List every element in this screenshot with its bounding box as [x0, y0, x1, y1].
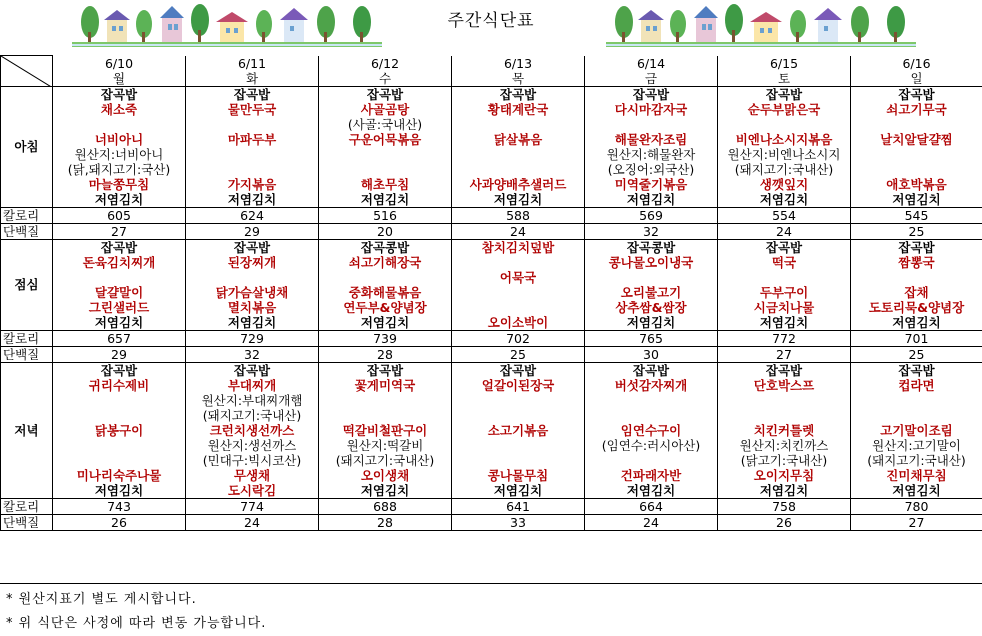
breakfast-menu-item: 사골곰탕 [319, 102, 452, 117]
breakfast-protein-value: 29 [186, 223, 319, 239]
breakfast-menu-item: 사과양배추샐러드 [452, 177, 585, 192]
calories-label: 칼로리 [1, 498, 53, 514]
lunch-menu-item: 닭가슴살냉채 [186, 285, 319, 300]
breakfast-menu-item: 잡곡밥 [452, 86, 585, 102]
breakfast-menu-item [452, 147, 585, 162]
dinner-menu-item: 치킨커틀렛 [718, 423, 851, 438]
lunch-menu-item: 떡국 [718, 255, 851, 270]
dinner-menu-item [718, 393, 851, 408]
breakfast-protein-value: 27 [53, 223, 186, 239]
lunch-menu-item [452, 285, 585, 300]
dinner-menu-item [585, 393, 718, 408]
dinner-menu-item: 원산지:생선까스 [186, 438, 319, 453]
lunch-menu-item: 저염김치 [851, 315, 982, 331]
breakfast-menu-item [851, 117, 982, 132]
breakfast-menu-item: 저염김치 [585, 192, 718, 208]
breakfast-menu-item: 미역줄기볶음 [585, 177, 718, 192]
lunch-menu-item: 잡곡밥 [718, 239, 851, 255]
dinner-menu-item: (돼지고기:국내산) [186, 408, 319, 423]
breakfast-label: 아침 [1, 86, 53, 207]
breakfast-menu-item [319, 147, 452, 162]
breakfast-menu-item: (사골:국내산) [319, 117, 452, 132]
dinner-menu-item: (돼지고기:국내산) [851, 453, 982, 468]
breakfast-protein-value: 25 [851, 223, 982, 239]
lunch-menu-item: 잡곡콩밥 [319, 239, 452, 255]
dinner-menu-item [452, 408, 585, 423]
lunch-menu-item: 저염김치 [53, 315, 186, 331]
breakfast-menu-item [718, 117, 851, 132]
breakfast-menu-item: 마늘쫑무침 [53, 177, 186, 192]
dinner-menu-item: 콩나물무침 [452, 468, 585, 483]
lunch-menu-item [452, 255, 585, 270]
dinner-calories-value: 688 [319, 498, 452, 514]
footer-notes [0, 583, 982, 636]
breakfast-calories-value: 624 [186, 207, 319, 223]
day-name: 월 [53, 71, 186, 87]
dinner-menu-item: (돼지고기:국내산) [319, 453, 452, 468]
lunch-protein-value: 30 [585, 346, 718, 362]
breakfast-menu-item: 물만두국 [186, 102, 319, 117]
dinner-menu-item: 잡곡밥 [851, 362, 982, 378]
day-date: 6/15 [718, 56, 851, 71]
lunch-menu-item: 두부구이 [718, 285, 851, 300]
breakfast-menu-item [319, 162, 452, 177]
lunch-menu-item [718, 270, 851, 285]
day-name: 일 [851, 71, 982, 87]
protein-label: 단백질 [1, 223, 53, 239]
lunch-menu-item: 잡곡콩밥 [585, 239, 718, 255]
lunch-calories-value: 739 [319, 330, 452, 346]
lunch-menu-item: 쇠고기해장국 [319, 255, 452, 270]
breakfast-menu-item: 황태계란국 [452, 102, 585, 117]
dinner-protein-value: 26 [53, 514, 186, 530]
dinner-menu-item: 무생채 [186, 468, 319, 483]
dinner-protein-value: 28 [319, 514, 452, 530]
breakfast-menu-item [452, 117, 585, 132]
lunch-menu-item: 잡곡밥 [53, 239, 186, 255]
breakfast-menu-item: 잡곡밥 [851, 86, 982, 102]
lunch-menu-item: 상추쌈&쌈장 [585, 300, 718, 315]
dinner-protein-value: 27 [851, 514, 982, 530]
dinner-menu-item [53, 453, 186, 468]
dinner-menu-item: 잡곡밥 [585, 362, 718, 378]
lunch-protein-value: 25 [452, 346, 585, 362]
breakfast-menu-item [851, 147, 982, 162]
breakfast-menu-item [585, 117, 718, 132]
dinner-menu-item: 저염김치 [452, 483, 585, 499]
dinner-menu-item [452, 393, 585, 408]
dinner-menu-item: 저염김치 [851, 483, 982, 499]
dinner-menu-item [452, 453, 585, 468]
breakfast-menu-item: 원산지:너비아니 [53, 147, 186, 162]
lunch-calories-value: 765 [585, 330, 718, 346]
lunch-menu-item: 저염김치 [585, 315, 718, 331]
breakfast-menu-item: 잡곡밥 [319, 86, 452, 102]
dinner-menu-item [585, 408, 718, 423]
day-name: 금 [585, 71, 718, 87]
breakfast-calories-value: 588 [452, 207, 585, 223]
breakfast-menu-item: 순두부맑은국 [718, 102, 851, 117]
breakfast-menu-item: 애호박볶음 [851, 177, 982, 192]
breakfast-menu-item: 잡곡밥 [718, 86, 851, 102]
breakfast-calories-value: 545 [851, 207, 982, 223]
lunch-protein-value: 27 [718, 346, 851, 362]
dinner-menu-item: 원산지:부대찌개햄 [186, 393, 319, 408]
breakfast-menu-item [186, 162, 319, 177]
dinner-protein-value: 24 [186, 514, 319, 530]
breakfast-menu-item: 저염김치 [319, 192, 452, 208]
village-illustration-right [606, 2, 916, 48]
breakfast-menu-item: 가지볶음 [186, 177, 319, 192]
dinner-menu-item [851, 393, 982, 408]
calories-label: 칼로리 [1, 330, 53, 346]
breakfast-calories-value: 605 [53, 207, 186, 223]
breakfast-protein-value: 20 [319, 223, 452, 239]
lunch-menu-item: 참치김치덮밥 [452, 239, 585, 255]
day-date: 6/16 [851, 56, 982, 71]
dinner-menu-item [319, 408, 452, 423]
day-name: 토 [718, 71, 851, 87]
lunch-menu-item: 중화해물볶음 [319, 285, 452, 300]
dinner-menu-item [585, 453, 718, 468]
lunch-menu-item [186, 270, 319, 285]
lunch-menu-item: 시금치나물 [718, 300, 851, 315]
lunch-menu-item [851, 270, 982, 285]
dinner-menu-item: 저염김치 [53, 483, 186, 499]
breakfast-menu-item: 저염김치 [186, 192, 319, 208]
dinner-menu-item: 원산지:치킨까스 [718, 438, 851, 453]
breakfast-calories-value: 569 [585, 207, 718, 223]
dinner-menu-item: 잡곡밥 [319, 362, 452, 378]
dinner-menu-item: 임연수구이 [585, 423, 718, 438]
dinner-menu-item: 소고기볶음 [452, 423, 585, 438]
lunch-calories-value: 701 [851, 330, 982, 346]
lunch-label: 점심 [1, 239, 53, 330]
breakfast-menu-item: 잡곡밥 [186, 86, 319, 102]
breakfast-menu-item [851, 162, 982, 177]
breakfast-protein-value: 24 [452, 223, 585, 239]
breakfast-calories-value: 516 [319, 207, 452, 223]
dinner-menu-item [53, 438, 186, 453]
breakfast-protein-value: 24 [718, 223, 851, 239]
dinner-menu-item: 잡곡밥 [186, 362, 319, 378]
day-name: 수 [319, 71, 452, 87]
calories-label: 칼로리 [1, 207, 53, 223]
dinner-menu-item: 떡갈비철판구이 [319, 423, 452, 438]
breakfast-menu-item: 잡곡밥 [53, 86, 186, 102]
dinner-menu-item: 부대찌개 [186, 378, 319, 393]
lunch-menu-item: 잡곡밥 [851, 239, 982, 255]
dinner-calories-value: 758 [718, 498, 851, 514]
dinner-menu-item: 잡곡밥 [53, 362, 186, 378]
dinner-protein-value: 26 [718, 514, 851, 530]
breakfast-menu-item [186, 117, 319, 132]
lunch-menu-item: 어묵국 [452, 270, 585, 285]
lunch-menu-item: 짬뽕국 [851, 255, 982, 270]
breakfast-menu-item: 다시마감자국 [585, 102, 718, 117]
dinner-calories-value: 743 [53, 498, 186, 514]
lunch-menu-item [319, 270, 452, 285]
breakfast-menu-item: 해물완자조림 [585, 132, 718, 147]
dinner-menu-item: 얼갈이된장국 [452, 378, 585, 393]
lunch-menu-item: 도토리묵&양념장 [851, 300, 982, 315]
breakfast-calories-value: 554 [718, 207, 851, 223]
page-header [0, 0, 982, 56]
breakfast-menu-item: (오징어:외국산) [585, 162, 718, 177]
dinner-menu-item [53, 393, 186, 408]
breakfast-menu-item: 저염김치 [452, 192, 585, 208]
breakfast-menu-item: 저염김치 [718, 192, 851, 208]
dinner-menu-item: 버섯감자찌개 [585, 378, 718, 393]
lunch-menu-item: 된장찌개 [186, 255, 319, 270]
lunch-protein-value: 28 [319, 346, 452, 362]
diagonal-line [1, 56, 53, 86]
protein-label: 단백질 [1, 514, 53, 530]
dinner-menu-item: 닭봉구이 [53, 423, 186, 438]
dinner-menu-item: 잡곡밥 [452, 362, 585, 378]
lunch-protein-value: 29 [53, 346, 186, 362]
day-name: 화 [186, 71, 319, 87]
lunch-calories-value: 772 [718, 330, 851, 346]
breakfast-menu-item [452, 162, 585, 177]
lunch-menu-item: 멸치볶음 [186, 300, 319, 315]
dinner-menu-item [319, 393, 452, 408]
dinner-menu-item [452, 438, 585, 453]
weekly-menu-table [0, 55, 982, 531]
breakfast-menu-item: (돼지고기:국내산) [718, 162, 851, 177]
breakfast-menu-item [186, 147, 319, 162]
dinner-menu-item: 크런치생선까스 [186, 423, 319, 438]
breakfast-menu-item: 날치알달걀찜 [851, 132, 982, 147]
dinner-calories-value: 780 [851, 498, 982, 514]
breakfast-menu-item: 저염김치 [53, 192, 186, 208]
day-date: 6/12 [319, 56, 452, 71]
protein-label: 단백질 [1, 346, 53, 362]
dinner-menu-item: (민대구:빅시코산) [186, 453, 319, 468]
dinner-calories-value: 664 [585, 498, 718, 514]
day-date: 6/14 [585, 56, 718, 71]
breakfast-menu-item: 닭살볶음 [452, 132, 585, 147]
page-title: 주간식단표 [0, 6, 982, 31]
lunch-menu-item: 저염김치 [186, 315, 319, 331]
lunch-menu-item: 저염김치 [319, 315, 452, 331]
breakfast-menu-item: 잡곡밥 [585, 86, 718, 102]
lunch-menu-item [53, 270, 186, 285]
lunch-menu-item: 오리불고기 [585, 285, 718, 300]
dinner-menu-item: 미나리숙주나물 [53, 468, 186, 483]
dinner-calories-value: 774 [186, 498, 319, 514]
breakfast-protein-value: 32 [585, 223, 718, 239]
lunch-menu-item: 달걀말이 [53, 285, 186, 300]
dinner-menu-item: 원산지:고기말이 [851, 438, 982, 453]
day-name: 목 [452, 71, 585, 87]
dinner-menu-item: (임연수:러시아산) [585, 438, 718, 453]
breakfast-menu-item: 구운어묵볶음 [319, 132, 452, 147]
dinner-menu-item: 도시락김 [186, 483, 319, 499]
dinner-menu-item: 단호박스프 [718, 378, 851, 393]
day-date: 6/13 [452, 56, 585, 71]
dinner-label: 저녁 [1, 362, 53, 498]
breakfast-menu-item: 원산지:해물완자 [585, 147, 718, 162]
dinner-menu-item: 오이생채 [319, 468, 452, 483]
dinner-menu-item: (닭고기:국내산) [718, 453, 851, 468]
lunch-menu-item: 돈육김치찌개 [53, 255, 186, 270]
dinner-menu-item: 꽃게미역국 [319, 378, 452, 393]
dinner-menu-item [851, 408, 982, 423]
footer-note-origin: * 원산지표기 별도 게시합니다. [6, 588, 197, 607]
lunch-menu-item: 잡채 [851, 285, 982, 300]
lunch-menu-item: 그린샐러드 [53, 300, 186, 315]
dinner-menu-item: 귀리수제비 [53, 378, 186, 393]
day-date: 6/11 [186, 56, 319, 71]
dinner-menu-item: 진미채무침 [851, 468, 982, 483]
breakfast-menu-item: 마파두부 [186, 132, 319, 147]
breakfast-menu-item: 쇠고기무국 [851, 102, 982, 117]
dinner-protein-value: 24 [585, 514, 718, 530]
lunch-menu-item: 오이소박이 [452, 315, 585, 331]
breakfast-menu-item: 원산지:비엔나소시지 [718, 147, 851, 162]
breakfast-menu-item: 너비아니 [53, 132, 186, 147]
dinner-menu-item [53, 408, 186, 423]
dinner-protein-value: 33 [452, 514, 585, 530]
corner-cell [1, 56, 53, 87]
breakfast-menu-item: 해초무침 [319, 177, 452, 192]
lunch-protein-value: 25 [851, 346, 982, 362]
breakfast-menu-item: 생깻잎지 [718, 177, 851, 192]
dinner-menu-item: 저염김치 [718, 483, 851, 499]
dinner-menu-item: 컵라면 [851, 378, 982, 393]
dinner-menu-item [718, 408, 851, 423]
dinner-calories-value: 641 [452, 498, 585, 514]
lunch-calories-value: 729 [186, 330, 319, 346]
dinner-menu-item: 잡곡밥 [718, 362, 851, 378]
dinner-menu-item: 원산지:떡갈비 [319, 438, 452, 453]
dinner-menu-item: 고기말이조림 [851, 423, 982, 438]
dinner-menu-item: 건파래자반 [585, 468, 718, 483]
lunch-menu-item [585, 270, 718, 285]
lunch-calories-value: 657 [53, 330, 186, 346]
lunch-menu-item: 연두부&양념장 [319, 300, 452, 315]
day-date: 6/10 [53, 56, 186, 71]
lunch-menu-item [452, 300, 585, 315]
lunch-protein-value: 32 [186, 346, 319, 362]
footer-note-change: * 위 식단은 사정에 따라 변동 가능합니다. [6, 612, 266, 631]
breakfast-menu-item: 비엔나소시지볶음 [718, 132, 851, 147]
dinner-menu-item: 저염김치 [585, 483, 718, 499]
lunch-menu-item: 콩나물오이냉국 [585, 255, 718, 270]
breakfast-menu-item: 저염김치 [851, 192, 982, 208]
breakfast-menu-item: (닭,돼지고기:국산) [53, 162, 186, 177]
breakfast-menu-item: 채소죽 [53, 102, 186, 117]
lunch-menu-item: 잡곡밥 [186, 239, 319, 255]
dinner-menu-item: 오이지무침 [718, 468, 851, 483]
lunch-calories-value: 702 [452, 330, 585, 346]
lunch-menu-item: 저염김치 [718, 315, 851, 331]
dinner-menu-item: 저염김치 [319, 483, 452, 499]
breakfast-menu-item [53, 117, 186, 132]
